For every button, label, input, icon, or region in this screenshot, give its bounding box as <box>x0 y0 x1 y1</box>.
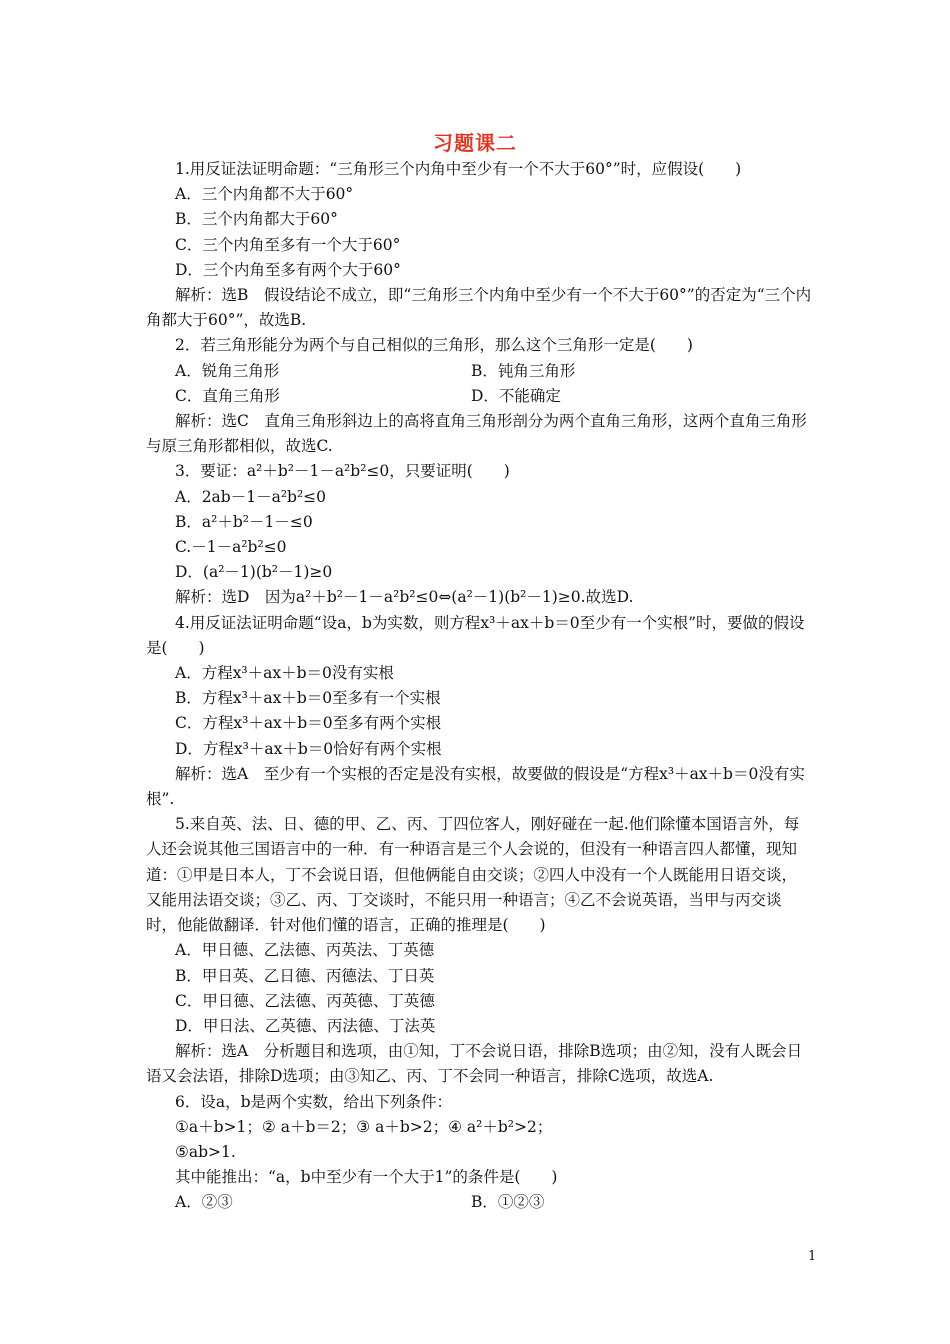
question-6-conditions-line-2: ⑤ab>1. <box>175 1142 236 1161</box>
question-2-option-c: C．直角三角形 <box>175 386 280 405</box>
question-5-stem: 5.来自英、法、日、德的甲、乙、丙、丁四位客人，刚好碰在一起.他们除懂本国语言外，每人还会说其他三国语言中的一种．有一种语言是三个人会说的，但没有一种语言四人都懂，现知道：①甲是日本人，丁不会说日语，但他俩能自由交谈；②四人中没有一个人既能用日语交谈，又能用法语交谈；③乙、丙、丁交谈时，不能只用一种语言；④乙不会说英语，当甲与丙交谈时，他能做翻译．针对他们懂的语言，正确的推理是( ) <box>146 815 800 935</box>
question-4-stem: 4.用反证法证明命题“设a，b为实数，则方程x³＋ax＋b＝0至少有一个实根”时，要做的假设是( ) <box>146 613 805 657</box>
question-1-analysis: 解析：选B 假设结论不成立，即“三角形三个内角中至少有一个不大于60°”的否定为“三个内角都大于60°”，故选B. <box>146 286 812 330</box>
question-2-option-b: B．钝角三角形 <box>471 361 576 380</box>
question-3-stem: 3．要证：a²＋b²－1－a²b²≤0，只要证明( ) <box>175 462 510 481</box>
question-1-option-a: A．三个内角都不大于60° <box>175 185 354 204</box>
question-4-option-d: D．方程x³＋ax＋b＝0恰好有两个实根 <box>175 739 442 758</box>
question-4-option-c: C．方程x³＋ax＋b＝0至多有两个实根 <box>175 714 442 733</box>
question-5-option-c: C．甲日德、乙法德、丙英德、丁英德 <box>175 991 435 1010</box>
question-3-option-c: C.－1－a²b²≤0 <box>175 538 287 557</box>
question-1-option-d: D．三个内角至多有两个大于60° <box>175 260 401 279</box>
question-6-option-b: B．①②③ <box>471 1193 545 1212</box>
question-1-option-c: C．三个内角至多有一个大于60° <box>175 235 401 254</box>
question-1-option-b: B．三个内角都大于60° <box>175 210 338 229</box>
question-2-option-a: A．锐角三角形 <box>175 361 280 380</box>
question-3-option-a: A．2ab－1－a²b²≤0 <box>175 487 327 506</box>
question-6-stem: 6．设a，b是两个实数，给出下列条件： <box>175 1092 453 1111</box>
question-3-option-b: B．a²＋b²－1－≤0 <box>175 512 313 531</box>
question-6-question: 其中能推出：“a，b中至少有一个大于1”的条件是( ) <box>175 1168 558 1187</box>
question-5-option-d: D．甲日法、乙英德、丙法德、丁法英 <box>175 1016 436 1035</box>
question-6-option-a: A．②③ <box>175 1193 233 1212</box>
question-2-option-d: D．不能确定 <box>471 386 561 405</box>
question-4-option-b: B．方程x³＋ax＋b＝0至多有一个实根 <box>175 689 441 708</box>
question-2-options-row-2 <box>146 384 812 409</box>
question-5-analysis: 解析：选A 分析题目和选项，由①知，丁不会说日语，排除B选项；由②知，没有人既会日语又会法语，排除D选项；由③知乙、丙、丁不会同一种语言，排除C选项，故选A. <box>146 1042 803 1086</box>
question-3-analysis: 解析：选D 因为a²＋b²－1－a²b²≤0⇔(a²－1)(b²－1)≥0.故选D. <box>175 588 634 607</box>
question-3-option-d: D．(a²－1)(b²－1)≥0 <box>175 563 333 582</box>
document-body <box>146 157 812 1216</box>
question-2-options-row-1 <box>146 359 812 384</box>
question-4-option-a: A．方程x³＋ax＋b＝0没有实根 <box>175 664 394 683</box>
question-5-option-b: B．甲日英、乙日德、丙德法、丁日英 <box>175 966 435 985</box>
question-4-analysis: 解析：选A 至少有一个实根的否定是没有实根，故要做的假设是“方程x³＋ax＋b＝0没有实根”. <box>146 764 805 809</box>
question-1-stem: 1.用反证法证明命题：“三角形三个内角中至少有一个不大于60°”时，应假设( ) <box>175 160 742 178</box>
page-title: 习题课二 <box>433 131 517 155</box>
question-2-analysis: 解析：选C 直角三角形斜边上的高将直角三角形剖分为两个直角三角形，这两个直角三角形与原三角形都相似，故选C. <box>146 412 807 456</box>
question-2-stem: 2．若三角形能分为两个与自己相似的三角形，那么这个三角形一定是( ) <box>175 336 693 355</box>
question-6-options-row <box>146 1190 812 1215</box>
question-6-conditions-line-1: ①a＋b>1；② a＋b＝2；③ a＋b>2；④ a²＋b²>2； <box>175 1117 553 1136</box>
page-number: 1 <box>808 1249 817 1264</box>
question-5-option-a: A．甲日德、乙法德、丙英法、丁英德 <box>175 941 435 960</box>
